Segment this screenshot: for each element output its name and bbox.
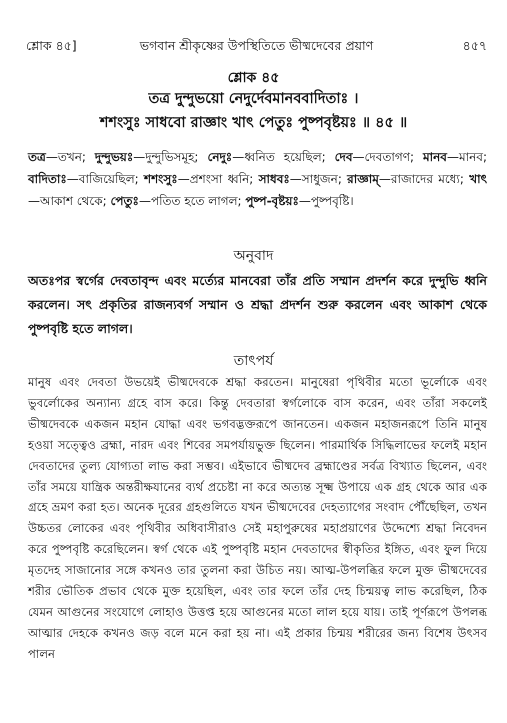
synonym-term: নেদুঃ — [207, 150, 233, 164]
verse-line-1: তত্র দুন্দুভয়ো নেদুর্দেবমানববাদিতাঃ । — [148, 91, 359, 107]
synonym-meaning: —পতিত হতে লাগল; — [138, 194, 246, 208]
synonym-meaning: —বাজিয়েছিল; — [66, 172, 144, 186]
synonym-term: পুষ্প-বৃষ্টয়ঃ — [245, 194, 299, 208]
synonym-meaning: —আকাশ থেকে; — [28, 194, 111, 208]
synonym-meaning: —ধ্বনিত হয়েছিল; — [232, 150, 335, 164]
synonym-meaning: —সাধুজন; — [289, 172, 348, 186]
synonym-term: পেতুঃ — [110, 194, 139, 208]
purport-heading: তাৎপর্য — [233, 353, 274, 369]
synonym-meaning: —দুন্দুভিসমূহ; — [133, 150, 208, 164]
synonym-term: মানব — [422, 150, 447, 164]
synonym-term: খাৎ — [469, 172, 488, 186]
synonym-term: রাজ্ঞাম্ — [347, 172, 379, 186]
header-chapter-title: ভগবান শ্রীকৃষ্ণের উপস্থিতিতে ভীষ্মদেবের প্রয়াণ — [139, 38, 374, 53]
page-number: ৪৫৭ — [462, 38, 487, 53]
synonym-term: তত্র — [28, 150, 46, 164]
synonym-term: দুন্দুভয়ঃ — [94, 150, 134, 164]
synonym-meaning: —তখন; — [45, 150, 95, 164]
synonym-meaning: —পুষ্পবৃষ্টি। — [298, 194, 354, 208]
synonym-term: দেব — [334, 150, 353, 164]
purport-text: মানুষ এবং দেবতা উভয়েই ভীষ্মদেবকে শ্রদ্ধা করতেন। মানুষেরা পৃথিবীর মতো ভূর্লোকে এবং ভুবর্লোকের অন্যান্য গ্রহে বাস করে। কিন্তু দেবতারা স্বর্গলোকে বাস করেন, এবং তাঁরা সকলেই ভীষ্মদেবকে একজন মহান যোদ্ধা এবং ভগবদ্ভক্তরূপে জানতেন। একজন মহাজনরূপে তিনি মানুষ হওয়া সত্ত্বেও ব্রহ্মা, নারদ এবং শিবের সমপর্যায়ভুক্ত ছিলেন। পারমার্থিক সিদ্ধিলাভের ফলেই মহান দেবতাদের তুল্য যোগ্যতা লাভ করা সম্ভব। এইভাবে ভীষ্মদেব ব্রহ্মাণ্ডের সর্বত্র বিখ্যাত ছিলেন, এবং তাঁর সময়ে যান্ত্রিক অন্তরীক্ষযানের ব্যর্থ প্রচেষ্টা না করে অত্যন্ত সূক্ষ্ম উপায়ে এক গ্রহ থেকে আর এক গ্রহে ভ্রমণ করা হত। অনেক দূরের গ্রহগুলিতে যখন ভীষ্মদেবের দেহত্যাগের সংবাদ পৌঁছেছিল, তখন উচ্চতর লোকের এবং পৃথিবীর অধিবাসীরাও সেই মহাপুরুষের মহাপ্রয়াণের উদ্দেশ্যে শ্রদ্ধা নিবেদন করে পুষ্পবৃষ্টি করেছিলেন। স্বর্গ থেকে এই পুষ্পবৃষ্টি মহান দেবতাদের স্বীকৃতির ইঙ্গিত, এবং ফুল দিয়ে মৃতদেহ সাজানোর সঙ্গে কখনও তার তুলনা করা উচিত নয়। আত্ম-উপলব্ধির ফলে মুক্ত ভীষ্মদেবের শরীর ভৌতিক প্রভাব থেকে মুক্ত হয়েছিল, এবং তার ফলে তাঁর দেহ চিন্ময়ত্ব লাভ করেছিল, ঠিক যেমন আগুনের সংযোগে লোহাও উত্তপ্ত হয়ে আগুনের মতো লাল হয়ে যায়। তাই পূর্ণরূপে উপলব্ধ আত্মার দেহকে কখনও জড় বলে মনে করা হয় না। এই প্রকার চিন্ময় শরীরের জন্য বিশেষ উৎসব পালন — [28, 375, 487, 661]
synonym-meaning: —প্রশংসা ধ্বনি; — [177, 172, 259, 186]
synonym-meaning: —মানব; — [446, 150, 488, 164]
translation-text: অতঃপর স্বর্গের দেবতাবৃন্দ এবং মর্ত্যের মানবেরা তাঁর প্রতি সম্মান প্রদর্শন করে দুন্দুভি ধ্বনি করলেন। সৎ প্রকৃতির রাজন্যবর্গ সম্মান ও শ্রদ্ধা প্রদর্শন শুরু করলেন এবং আকাশ থেকে পুষ্পবৃষ্টি হতে লাগল। — [28, 273, 487, 336]
synonym-meaning: —রাজাদের মধ্যে; — [378, 172, 470, 186]
header-verse-ref: শ্লোক ৪৫] — [26, 38, 77, 53]
translation-heading: অনুবাদ — [233, 248, 274, 264]
verse-line-2: শশংসুঃ সাধবো রাজ্ঞাং খাৎ পেতুঃ পুষ্পবৃষ্টয়ঃ ॥ ৪৫ ॥ — [99, 115, 408, 131]
synonym-term: বাদিতাঃ — [28, 172, 67, 186]
verse-title: শ্লোক ৪৫ — [227, 70, 280, 86]
synonym-term: সাধবঃ — [258, 172, 290, 186]
synonyms-paragraph — [28, 146, 487, 212]
synonym-meaning: —দেবতাগণ; — [352, 150, 423, 164]
page-header — [26, 36, 487, 56]
synonym-term: শশংসুঃ — [143, 172, 178, 186]
